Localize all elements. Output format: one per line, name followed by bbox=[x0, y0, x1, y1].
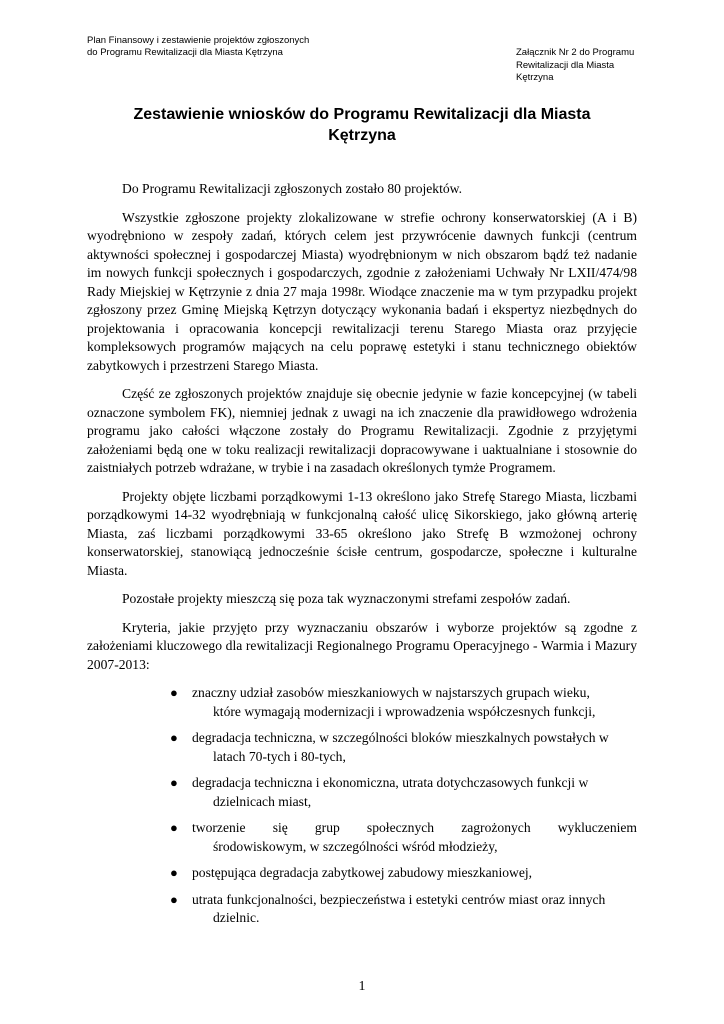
list-item-continuation: latach 70-tych i 80-tych, bbox=[213, 748, 346, 764]
bullet-icon: ● bbox=[170, 730, 178, 745]
header-right-line: Załącznik Nr 2 do Programu bbox=[516, 47, 635, 58]
list-item bbox=[87, 729, 637, 766]
list-item-continuation: które wymagają modernizacji i wprowadzenia współczesnych funkcji, bbox=[213, 703, 596, 719]
list-item bbox=[87, 819, 637, 856]
list-item bbox=[87, 864, 637, 883]
list-item-text: degradacja techniczna, w szczególności bloków mieszkalnych powstałych w bbox=[192, 730, 609, 745]
list-item-text: postępująca degradacja zabytkowej zabudowy mieszkaniowej, bbox=[192, 865, 533, 880]
paragraph: Część ze zgłoszonych projektów znajduje się obecnie jedynie w fazie koncepcyjnej (w tabeli oznaczone symbolem FK), niemniej jednak z uwagi na ich znaczenie dla prawidłowego wdrożenia programu jako całości włączone zostały do Programu Rewitalizacji. Zgodnie z przyjętymi założeniami będą one w toku realizacji rewitalizacji dopracowywane i uaktualniane i stosownie do zaistniałych potrzeb wdrażane, w trybie i na zasadach określonych tymże Programem. bbox=[87, 386, 637, 475]
header-right-line: Kętrzyna bbox=[516, 72, 554, 83]
header-left-line: Plan Finansowy i zestawienie projektów zgłoszonych bbox=[87, 35, 310, 46]
list-item bbox=[87, 891, 637, 928]
list-item-continuation: środowiskowym, w szczególności wśród młodzieży, bbox=[213, 838, 498, 854]
bullet-icon: ● bbox=[170, 820, 178, 835]
header-right-line: Rewitalizacji dla Miasta bbox=[516, 59, 615, 71]
criteria-list bbox=[87, 684, 637, 928]
header-right bbox=[516, 47, 634, 85]
bullet-icon: ● bbox=[170, 775, 178, 790]
header-left bbox=[87, 35, 309, 59]
document-title bbox=[87, 104, 637, 146]
list-item-text: utrata funkcjonalności, bezpieczeństwa i estetyki centrów miast oraz innych bbox=[192, 891, 606, 907]
list-item-text: degradacja techniczna i ekonomiczna, utrata dotychczasowych funkcji w bbox=[192, 775, 589, 790]
bullet-icon: ● bbox=[170, 891, 178, 907]
list-item bbox=[87, 684, 637, 721]
paragraph: Wszystkie zgłoszone projekty zlokalizowane w strefie ochrony konserwatorskiej (A i B) wyodrębniono w zespoły zadań, których celem jest przywrócenie dawnych funkcji (centrum aktywności społecznej i gospodarczej Miasta) wyodrębnionym w nich obszarom bądź też nadanie im nowych funkcji społecznych i gospodarczych, zgodnie z założeniami Uchwały Nr LXII/474/98 Rady Miejskiej w Kętrzynie z dnia 27 maja 1998r. Wiodące znaczenie ma w tym przypadku projekt zgłoszony przez Gminę Miejską Kętrzyn dotyczący wykonania badań i ekspertyz niezbędnych do projektowania i opracowania koncepcji rewitalizacji terenu Starego Miasta oraz przyjęcie kompleksowych programów mających na celu poprawę estetyki i stanu technicznego obiektów zabytkowych i przestrzeni Starego Miasta. bbox=[87, 209, 637, 373]
list-item-continuation: dzielnicach miast, bbox=[213, 793, 312, 809]
paragraph: Projekty objęte liczbami porządkowymi 1-13 określono jako Strefę Starego Miasta, liczbami porządkowymi 14-32 wyodrębniają w funkcjonalną całość ulicę Sikorskiego, jako główną arterię Miasta, zaś liczbami porządkowymi 33-65 określono jako Strefę B wzmożonej ochrony konserwatorskiej, stanowiącą jednocześnie ścisłe centrum, gospodarcze, społeczne i kulturalne Miasta. bbox=[87, 488, 637, 578]
title-line: Kętrzyna bbox=[328, 127, 396, 144]
page-number: 1 bbox=[358, 979, 366, 994]
list-item bbox=[87, 774, 637, 811]
list-item-text: tworzenie się grup społecznych zagrożonych wykluczeniem bbox=[192, 820, 637, 835]
header-left-line: do Programu Rewitalizacji dla Miasta Kętrzyna bbox=[87, 47, 283, 58]
paragraph: Do Programu Rewitalizacji zgłoszonych zostało 80 projektów. bbox=[122, 181, 463, 196]
bullet-icon: ● bbox=[170, 685, 178, 700]
title-line: Zestawienie wniosków do Programu Rewitalizacji dla Miasta bbox=[133, 106, 591, 123]
paragraph: Kryteria, jakie przyjęto przy wyznaczaniu obszarów i wyborze projektów są zgodne z założeniami kluczowego dla rewitalizacji Regionalnego Programu Operacyjnego - Warmia i Mazury 2007-2013: bbox=[87, 619, 637, 672]
list-item-text: znaczny udział zasobów mieszkaniowych w najstarszych grupach wieku, bbox=[192, 685, 590, 700]
list-item-continuation: dzielnic. bbox=[213, 910, 260, 925]
paragraph: Pozostałe projekty mieszczą się poza tak wyznaczonymi strefami zespołów zadań. bbox=[122, 591, 571, 606]
bullet-icon: ● bbox=[170, 865, 178, 880]
document-body bbox=[87, 180, 637, 936]
